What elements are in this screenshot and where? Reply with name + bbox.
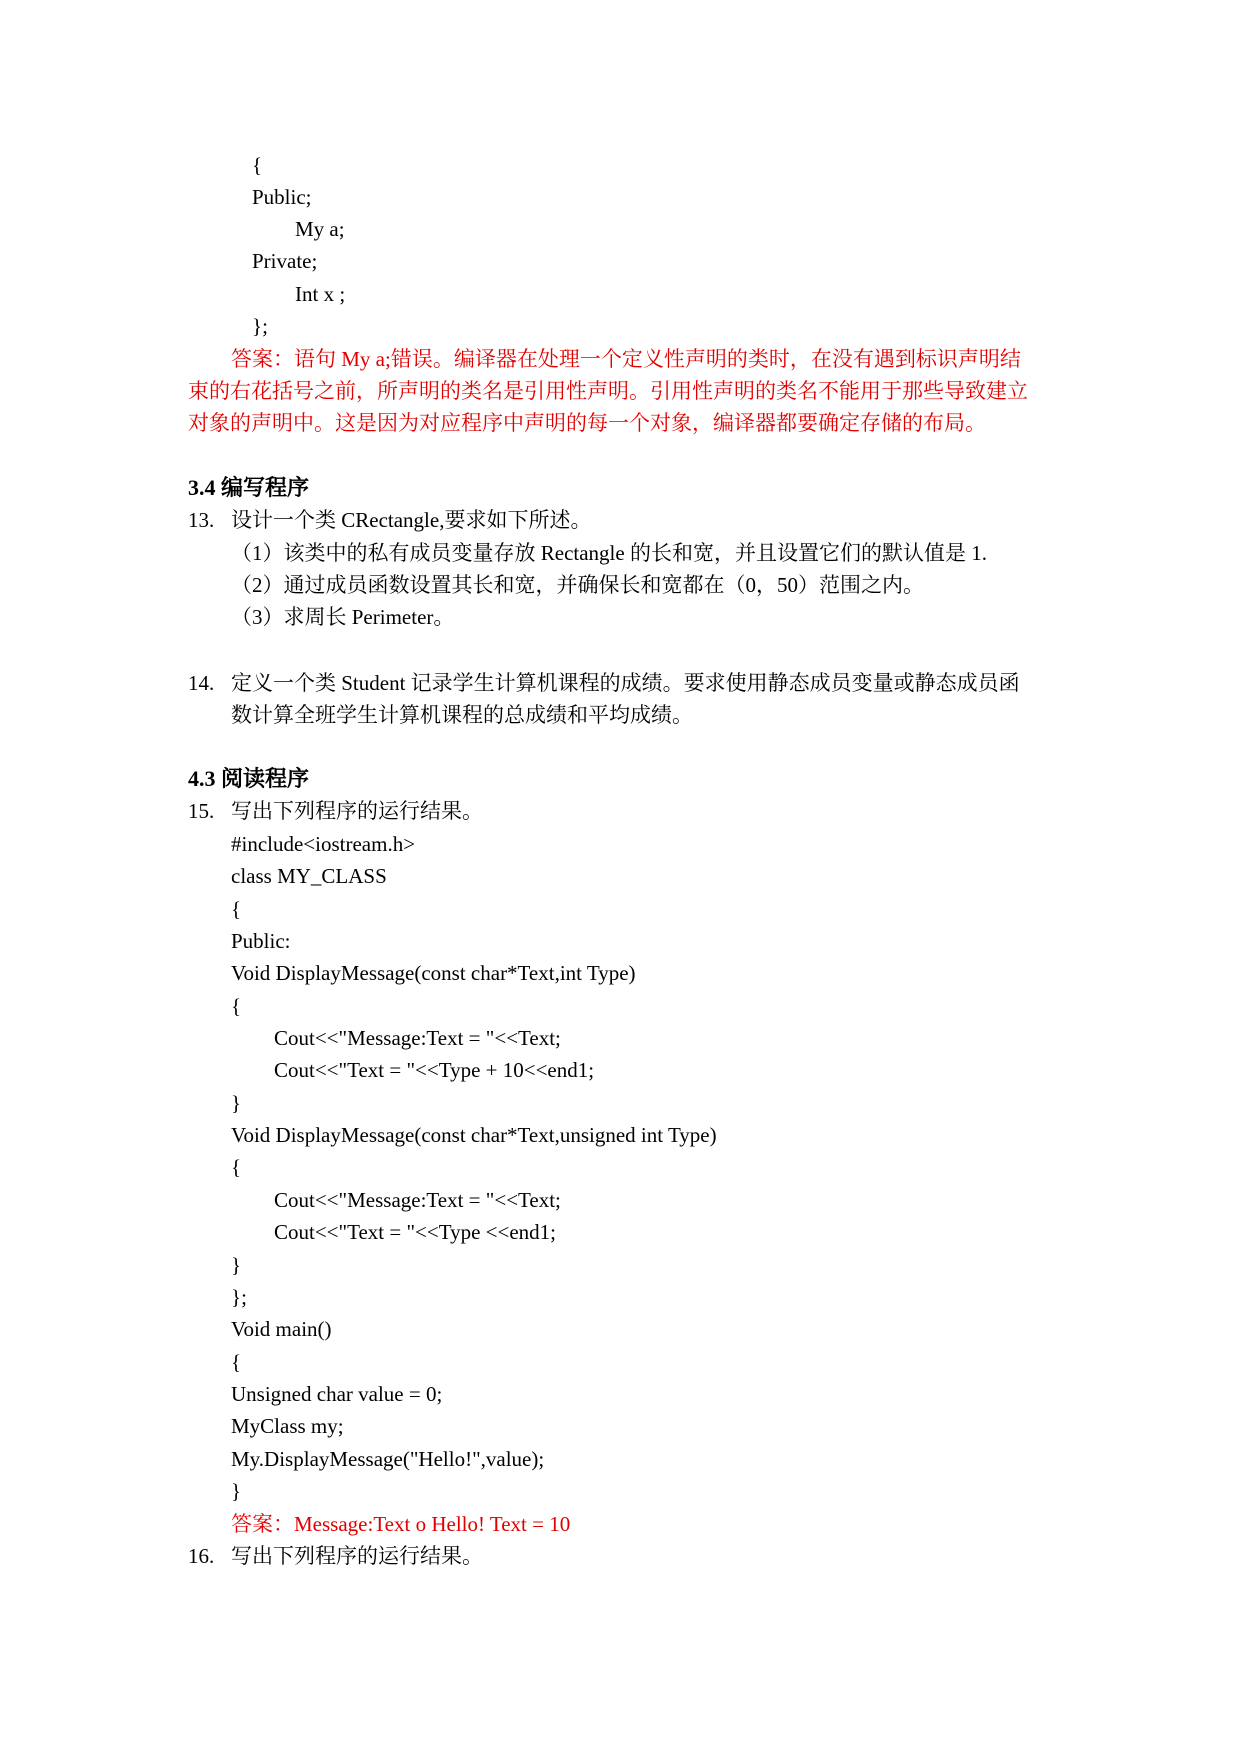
requirement-item: （3）求周长 Perimeter。 xyxy=(231,605,455,629)
code-line: Int x ; xyxy=(295,282,346,306)
code-line: } xyxy=(231,1479,242,1503)
code-line: My.DisplayMessage("Hello!",value); xyxy=(231,1447,545,1471)
code-line: #include<iostream.h> xyxy=(231,832,416,856)
code-line: { xyxy=(231,897,242,921)
code-line: Private; xyxy=(252,249,318,273)
code-line: { xyxy=(231,1350,242,1374)
code-line: Void DisplayMessage(const char*Text,int Type) xyxy=(231,961,636,985)
code-line: { xyxy=(231,1155,242,1179)
code-line: { xyxy=(231,994,242,1018)
question-text: 数计算全班学生计算机课程的总成绩和平均成绩。 xyxy=(231,703,693,727)
answer-line: 答案：语句 My a;错误。编译器在处理一个定义性声明的类时，在没有遇到标识声明结 xyxy=(231,347,1021,371)
code-line: Void main() xyxy=(231,1317,332,1341)
code-line: class MY_CLASS xyxy=(231,864,387,888)
requirement-item: （2）通过成员函数设置其长和宽，并确保长和宽都在（0，50）范围之内。 xyxy=(231,573,924,597)
code-line: Cout<<"Text = "<<Type + 10<<end1; xyxy=(274,1058,595,1082)
code-line: Void DisplayMessage(const char*Text,unsigned int Type) xyxy=(231,1123,717,1147)
code-line: } xyxy=(231,1091,242,1115)
question-number: 14. xyxy=(188,671,215,695)
code-line: My a; xyxy=(295,217,345,241)
answer-line: 答案：Message:Text o Hello! Text = 10 xyxy=(231,1512,571,1536)
code-line: Public: xyxy=(231,929,291,953)
question-number: 16. xyxy=(188,1544,215,1568)
question-text: 写出下列程序的运行结果。 xyxy=(231,799,483,823)
code-line: Public; xyxy=(252,185,312,209)
code-line: }; xyxy=(231,1285,247,1309)
section-heading: 3.4 编写程序 xyxy=(188,475,310,500)
code-line: Cout<<"Message:Text = "<<Text; xyxy=(274,1026,561,1050)
question-number: 13. xyxy=(188,508,215,532)
code-line: Unsigned char value = 0; xyxy=(231,1382,443,1406)
code-line: MyClass my; xyxy=(231,1414,344,1438)
code-line: } xyxy=(231,1253,242,1277)
question-text: 写出下列程序的运行结果。 xyxy=(231,1544,483,1568)
answer-line: 对象的声明中。这是因为对应程序中声明的每一个对象，编译器都要确定存储的布局。 xyxy=(188,411,986,435)
code-line: Cout<<"Message:Text = "<<Text; xyxy=(274,1188,561,1212)
code-line: Cout<<"Text = "<<Type <<end1; xyxy=(274,1220,556,1244)
code-line: }; xyxy=(252,314,268,338)
answer-line: 束的右花括号之前，所声明的类名是引用性声明。引用性声明的类名不能用于那些导致建立 xyxy=(188,379,1028,403)
question-text: 定义一个类 Student 记录学生计算机课程的成绩。要求使用静态成员变量或静态成员函 xyxy=(231,671,1020,695)
code-line: { xyxy=(252,153,263,177)
question-text: 设计一个类 CRectangle,要求如下所述。 xyxy=(231,508,592,532)
question-number: 15. xyxy=(188,799,215,823)
requirement-item: （1）该类中的私有成员变量存放 Rectangle 的长和宽，并且设置它们的默认值是 1. xyxy=(231,541,987,565)
section-heading: 4.3 阅读程序 xyxy=(188,766,310,791)
